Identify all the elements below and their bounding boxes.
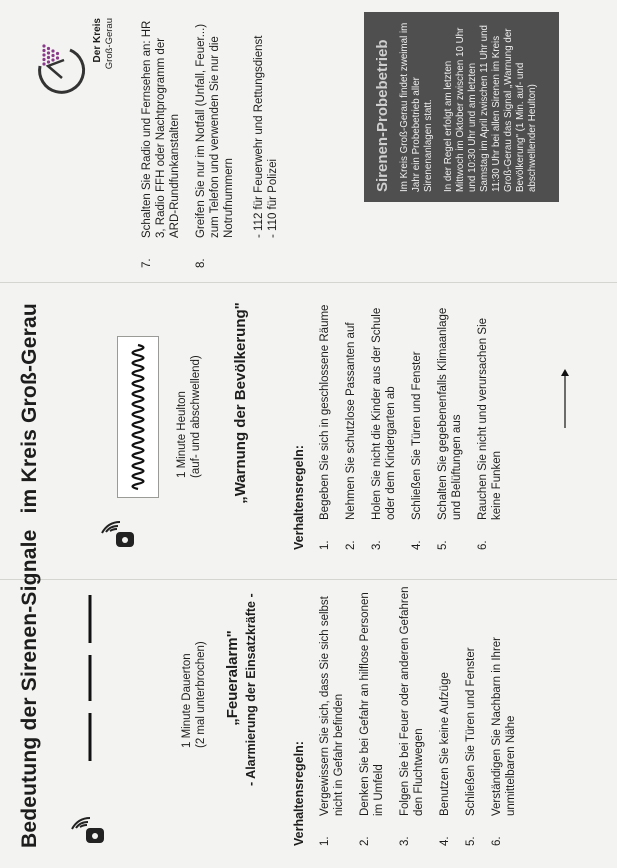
rule-item [410,288,424,550]
rule-item [490,584,518,846]
signal-name: „Feueralarm" [224,630,241,726]
rule-item [438,584,452,846]
rule-number: 3. [399,836,411,846]
rule-number: 1. [319,836,331,846]
rules-heading: Verhaltensregeln: [292,741,306,846]
rule-text: Greifen Sie nur im Notfall (Unfall, Feuer...) zum Telefon und verwenden Sie nur die Notrufnummern [195,23,235,238]
logo-title: Der Kreis [92,18,103,63]
title-left: Bedeutung der Sirenen-Signale [18,529,41,848]
wave-graphic [118,337,158,497]
rule-item [140,18,182,268]
notice-paragraph: In der Regel erfolgt am letzten Mittwoch im Oktober zwischen 10 Uhr und 10:30 Uhr und am letzten Samstag im April zwischen 11 Uhr und 11:30 Uhr bei allen Sirenen im Kreis Groß-Gerau das Signal „Warnung der Bevölkerung" (1 Min. auf- und abschwellender Heulton) [443,25,538,192]
rule-text: Folgen Sie bei Feuer oder anderen Gefahren den Fluchtwegen [399,586,425,816]
notice-paragraph: Im Kreis Groß-Gerau findet zweimal im Jahr ein Probebetrieb aller Sirenenanlagen statt. [399,22,434,192]
warning-rules-list [318,288,516,550]
rule-text: Vergewissern Sie sich, dass Sie sich selbst nicht in Gefahr befinden [319,596,345,816]
rule-text: Verständigen Sie Nachbarn in Ihrer unmittelbaren Nähe [491,637,517,816]
signal-duration: 1 Minute Dauerton (2 mal unterbrochen) [181,641,207,748]
intermittent-tone-symbol [75,593,105,763]
rule-number: 7. [141,258,153,268]
signal-subtitle: - Alarmierung der Einsatzkräfte - [244,593,258,786]
rule-number: 2. [359,836,371,846]
logo-subtitle: Groß-Gerau [104,18,115,70]
district-logo-icon [30,40,92,100]
rule-number: 4. [411,540,423,550]
rule-item [476,288,504,550]
additional-rules-list [140,18,248,268]
page-title [18,303,42,848]
rule-number: 1. [319,540,331,550]
fold-line [0,282,617,283]
fold-line [0,579,617,580]
rule-text: Holen Sie nicht die Kinder aus der Schule oder dem Kindergarten ab [371,307,397,520]
rule-text: Schließen Sie Türen und Fenster [465,647,477,816]
rule-item [344,288,358,550]
rule-text: Nehmen Sie schutzlose Passanten auf [345,322,357,520]
rule-text: Schalten Sie gegebenenfalls Klimaanlage und Belüftungen aus [437,307,463,520]
emergency-numbers [252,36,280,238]
rule-text: Denken Sie bei Gefahr an hilflose Personen im Umfeld [359,592,385,816]
rule-number: 6. [477,540,489,550]
rule-number: 2. [345,540,357,550]
rule-text: Schließen Sie Türen und Fenster [411,351,423,520]
emergency-number: - 110 für Polizei [267,158,279,238]
signal-duration: 1 Minute Heulton (auf- und abschwellend) [176,355,202,478]
notice-title: Sirenen-Probebetrieb [374,39,391,192]
rule-number: 8. [195,258,207,268]
title-right: im Kreis Groß-Gerau [18,303,41,514]
rule-item [370,288,398,550]
rule-text: Rauchen Sie nicht und verursachen Sie keine Funken [477,317,503,520]
rule-item [464,584,478,846]
rule-item [398,584,426,846]
rule-number: 5. [465,836,477,846]
phone-siren-icon [100,520,138,550]
rule-text: Begeben Sie sich in geschlossene Räume [319,304,331,520]
rule-text: Benutzen Sie keine Aufzüge [439,672,451,816]
emergency-number: - 112 für Feuerwehr und Rettungsdienst [253,35,265,238]
rule-item [358,584,386,846]
rule-item [318,288,332,550]
rule-item [194,18,236,268]
rule-number: 3. [371,540,383,550]
rule-item [318,584,346,846]
rule-text: Schalten Sie Radio und Fernsehen an: HR 3, Radio FFH oder Nachtprogramm der ARD-Rundfunkanstalten [141,20,181,238]
rule-number: 4. [439,836,451,846]
rule-number: 6. [491,836,503,846]
rules-heading: Verhaltensregeln: [292,445,306,550]
test-run-notice [364,12,559,202]
phone-siren-icon [70,816,108,846]
rule-number: 5. [437,540,449,550]
wailing-tone-symbol [117,336,159,498]
fire-rules-list [318,584,530,846]
continue-arrow-icon [558,368,572,428]
rule-item [436,288,464,550]
signal-name: „Warnung der Bevölkerung" [232,302,249,504]
